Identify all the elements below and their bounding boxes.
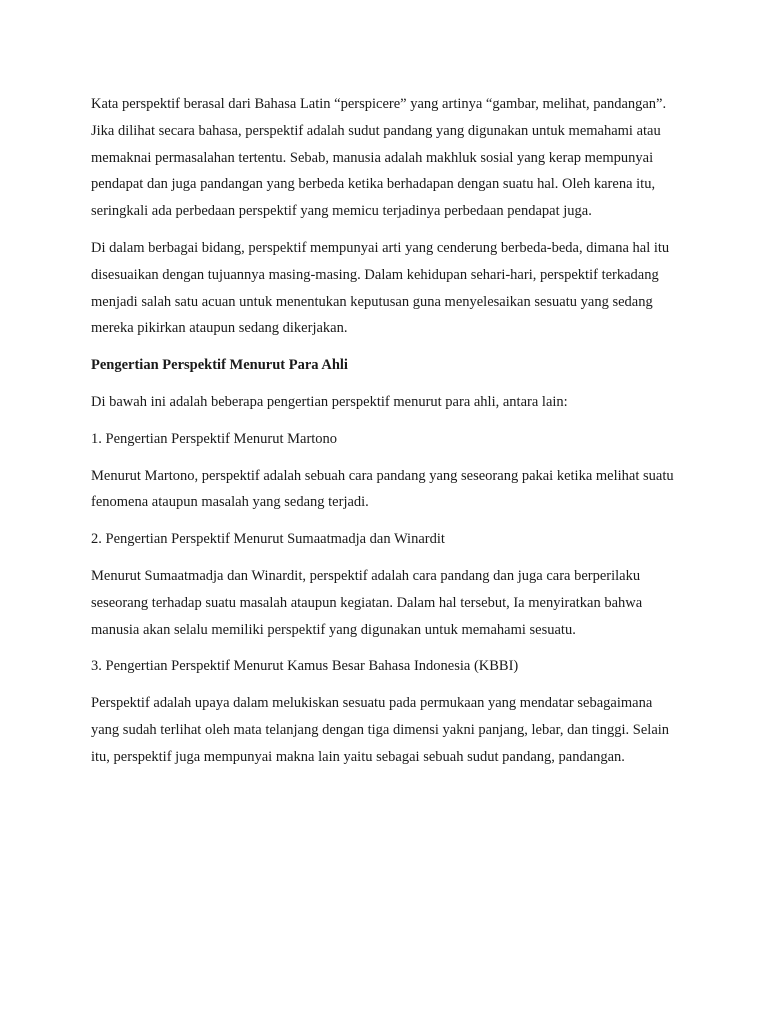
- paragraph-sumaatmadja: Menurut Sumaatmadja dan Winardit, perspektif adalah cara pandang dan juga cara berperilaku seseorang terhadap suatu masalah ataupun kegiatan. Dalam hal tersebut, Ia menyiratkan bahwa manusia akan selalu memiliki perspektif yang digunakan untuk memahami sesuatu.: [91, 567, 643, 638]
- subheading-kbbi: 3. Pengertian Perspektif Menurut Kamus Besar Bahasa Indonesia (KBBI): [91, 658, 519, 675]
- paragraph-intro: Kata perspektif berasal dari Bahasa Latin “perspicere” yang artinya “gambar, melihat, pandangan”. Jika dilihat secara bahasa, perspektif adalah sudut pandang yang digunakan untuk memahami atau memaknai permasalahan tertentu. Sebab, manusia adalah makhluk sosial yang kerap mempunyai pendapat dan juga pandangan yang berbeda ketika berhadapan dengan suatu hal. Oleh karena itu, seringkali ada perbedaan perspektif yang memicu terjadinya perbedaan pendapat juga.: [91, 96, 667, 220]
- paragraph-martono: Menurut Martono, perspektif adalah sebuah cara pandang yang seseorang pakai ketika melihat suatu fenomena ataupun masalah yang sedang terjadi.: [91, 467, 674, 511]
- subheading-sumaatmadja: 2. Pengertian Perspektif Menurut Sumaatmadja dan Winardit: [91, 531, 445, 548]
- section-heading: Pengertian Perspektif Menurut Para Ahli: [91, 357, 348, 374]
- subheading-martono: 1. Pengertian Perspektif Menurut Martono: [91, 430, 338, 447]
- paragraph-list-intro: Di bawah ini adalah beberapa pengertian perspektif menurut para ahli, antara lain:: [91, 393, 568, 410]
- document-body: [91, 91, 681, 781]
- paragraph-fields: Di dalam berbagai bidang, perspektif mempunyai arti yang cenderung berbeda-beda, dimana hal itu disesuaikan dengan tujuannya masing-masing. Dalam kehidupan sehari-hari, perspektif terkadang menjadi salah satu acuan untuk menentukan keputusan guna menyelesaikan sesuatu yang sedang mereka pikirkan ataupun sedang dikerjakan.: [91, 239, 670, 337]
- paragraph-kbbi: Perspektif adalah upaya dalam melukiskan sesuatu pada permukaan yang mendatar sebagaimana yang sudah terlihat oleh mata telanjang dengan tiga dimensi yakni panjang, lebar, dan tinggi. Selain itu, perspektif juga mempunyai makna lain yaitu sebagai sebuah sudut pandang, pandangan.: [91, 695, 670, 765]
